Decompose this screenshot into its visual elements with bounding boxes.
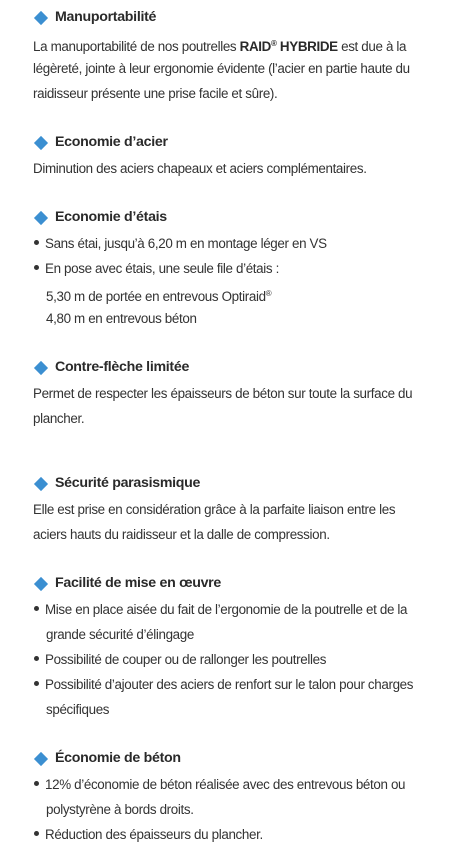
registered-mark: ®: [265, 289, 272, 298]
text-run: 5,30 m de portée en entrevous Optiraid: [46, 289, 266, 304]
heading-text: Économie de béton: [55, 750, 181, 766]
diamond-icon: [34, 361, 48, 375]
heading-text: Sécurité parasismique: [55, 475, 201, 491]
bullet-text: Possibilité de couper ou de rallonger les poutrelles: [45, 652, 327, 667]
bullet-item: [34, 672, 413, 697]
product-name-suffix: HYBRIDE: [276, 39, 338, 54]
bullet-item: [34, 822, 263, 847]
paragraph-line: raidisseur présente une prise facile et sûre).: [33, 86, 278, 101]
bullet-continuation: polystyrène à bords droits.: [46, 802, 194, 817]
bullet-item: [34, 772, 405, 797]
diamond-icon: [34, 752, 48, 766]
paragraph-line: Diminution des aciers chapeaux et aciers complémentaires.: [33, 161, 367, 176]
section-securite-parasismique: [0, 475, 460, 542]
diamond-icon: [34, 211, 48, 225]
paragraph-line: [33, 31, 406, 59]
section-heading: [0, 750, 460, 772]
bullet-item: [34, 231, 327, 256]
diamond-icon: [34, 477, 48, 491]
paragraph-line: aciers hauts du raidisseur et la dalle de compression.: [33, 527, 330, 542]
text-run: La manuportabilité de nos poutrelles: [33, 39, 240, 54]
section-heading: [0, 209, 460, 231]
section-economie-etais: [0, 209, 460, 326]
bullet-dot-icon: [34, 681, 39, 686]
bullet-text: Réduction des épaisseurs du plancher.: [45, 827, 263, 842]
diamond-icon: [34, 11, 48, 25]
bullet-dot-icon: [34, 265, 39, 270]
heading-text: Facilité de mise en œuvre: [55, 575, 221, 591]
section-contre-fleche: [0, 359, 460, 426]
bullet-dot-icon: [34, 656, 39, 661]
paragraph-line: Permet de respecter les épaisseurs de béton sur toute la surface du: [33, 386, 413, 401]
section-heading: [0, 575, 460, 597]
bullet-continuation: grande sécurité d’élingage: [46, 627, 194, 642]
paragraph-line: plancher.: [33, 411, 85, 426]
bullet-dot-icon: [34, 240, 39, 245]
bullet-text: En pose avec étais, une seule file d’étais :: [45, 261, 279, 276]
registered-mark: ®: [271, 39, 277, 48]
product-name: RAID: [239, 39, 271, 54]
section-heading: [0, 359, 460, 381]
bullet-dot-icon: [34, 606, 39, 611]
bullet-dot-icon: [34, 831, 39, 836]
diamond-icon: [34, 577, 48, 591]
paragraph-line: légèreté, jointe à leur ergonomie évidente (l’acier en partie haute du: [33, 61, 410, 76]
section-heading: [0, 475, 460, 497]
heading-text: Economie d’acier: [55, 134, 168, 150]
bullet-continuation: 4,80 m en entrevous béton: [46, 311, 197, 326]
heading-text: Contre-flèche limitée: [55, 359, 190, 375]
diamond-icon: [34, 136, 48, 150]
bullet-dot-icon: [34, 781, 39, 786]
bullet-continuation: [46, 281, 271, 309]
text-run: est due à la: [337, 39, 407, 54]
bullet-continuation: spécifiques: [46, 702, 110, 717]
bullet-text: Mise en place aisée du fait de l’ergonomie de la poutrelle et de la: [45, 602, 408, 617]
bullet-item: [34, 597, 407, 622]
section-economie-beton: [0, 750, 460, 842]
section-heading: [0, 9, 460, 31]
section-manuportabilite: [0, 9, 460, 101]
bullet-text: 12% d’économie de béton réalisée avec des entrevous béton ou: [45, 777, 406, 792]
bullet-item: [34, 256, 279, 281]
heading-text: Manuportabilité: [55, 9, 157, 25]
bullet-item: [34, 647, 326, 672]
bullet-text: Sans étai, jusqu’à 6,20 m en montage léger en VS: [45, 236, 327, 251]
section-heading: [0, 134, 460, 156]
heading-text: Economie d’étais: [55, 209, 167, 225]
bullet-text: Possibilité d’ajouter des aciers de renfort sur le talon pour charges: [45, 677, 414, 692]
section-facilite-mise-en-oeuvre: [0, 575, 460, 717]
section-economie-acier: [0, 134, 460, 176]
paragraph-line: Elle est prise en considération grâce à la parfaite liaison entre les: [33, 502, 396, 517]
